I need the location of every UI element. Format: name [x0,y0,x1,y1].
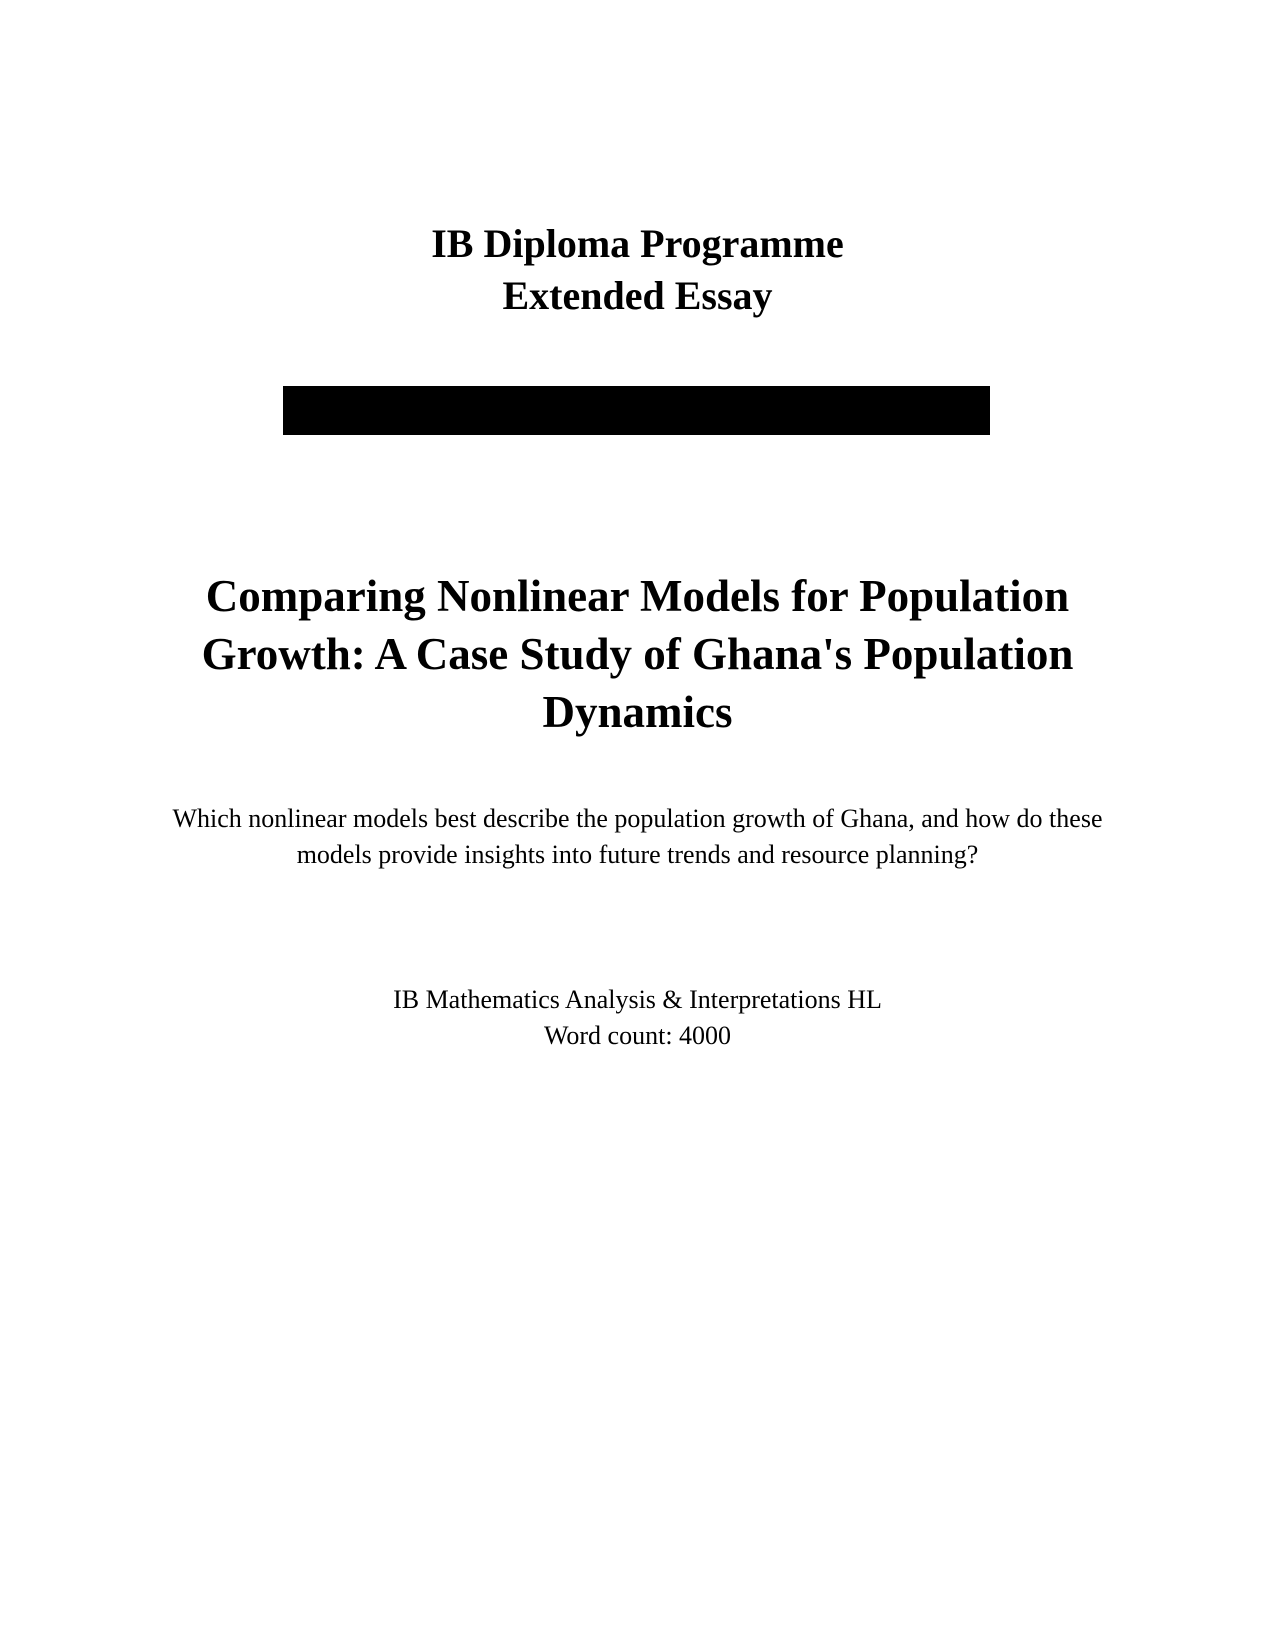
programme-line-1: IB Diploma Programme [431,221,844,266]
word-count: Word count: 4000 [543,1021,732,1050]
research-question: Which nonlinear models best describe the population growth of Ghana, and how do these models provide insights into future trends and resource planning? [172,804,1103,869]
essay-title: Comparing Nonlinear Models for Population Growth: A Case Study of Ghana's Population Dynamics [201,571,1074,737]
subject-line: IB Mathematics Analysis & Interpretations HL [393,985,882,1014]
essay-meta [0,982,1275,1054]
programme-line-2: Extended Essay [502,273,773,318]
redacted-block [283,386,990,435]
programme-heading [0,218,1275,322]
